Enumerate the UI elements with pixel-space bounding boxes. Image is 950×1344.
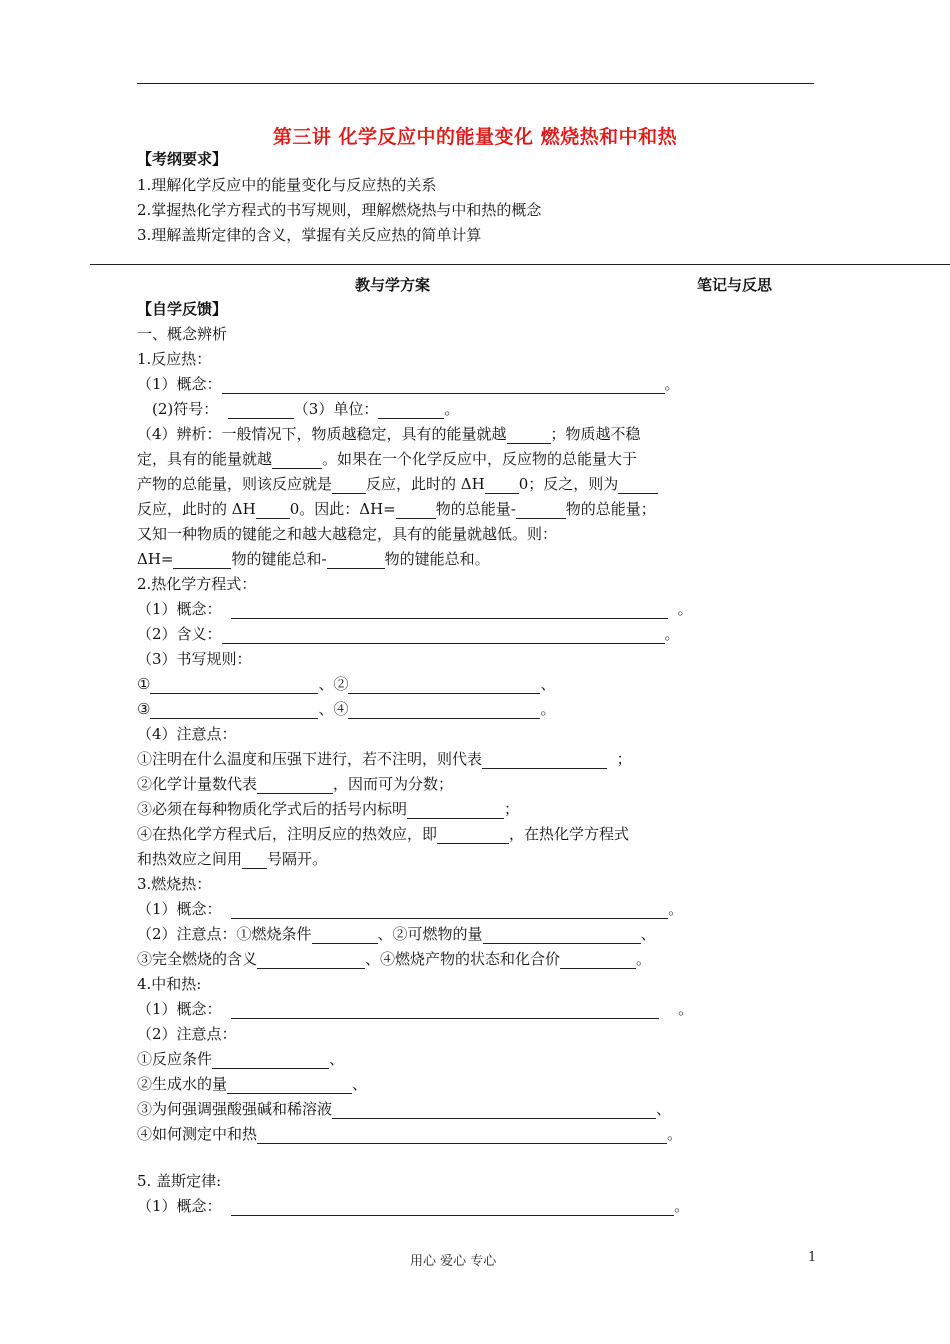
line-text: 物的键能总和。	[384, 550, 490, 568]
item-heading: 4.中和热:	[137, 975, 202, 993]
line-text: 。	[668, 900, 684, 918]
line-text: 和热效应之间用	[137, 850, 243, 868]
line-text: 。	[664, 625, 680, 643]
line-text: 。	[677, 600, 693, 618]
line-text: （1）概念：	[137, 1000, 222, 1018]
line-text: ③	[137, 700, 151, 718]
line-text: ①反应条件	[137, 1050, 213, 1068]
line-text: 反应，此时的 ΔH	[366, 475, 485, 493]
answer-blank[interactable]	[222, 378, 665, 394]
page-number: 1	[808, 1250, 817, 1265]
line-text: 、②可燃物的量	[377, 925, 483, 943]
answer-blank[interactable]	[332, 478, 366, 494]
answer-blank[interactable]	[437, 828, 509, 844]
line-text: 。	[444, 400, 460, 418]
line-text: 。	[540, 700, 556, 718]
line-text: 号隔开。	[267, 850, 328, 868]
line-text: （2）注意点：①燃烧条件	[137, 925, 312, 943]
line-text: ③完全燃烧的含义	[137, 950, 258, 968]
line-text: （1）概念：	[137, 900, 222, 918]
line-text: 物的键能总和-	[231, 550, 327, 568]
line-text: 。	[636, 950, 652, 968]
answer-blank[interactable]	[231, 1003, 659, 1019]
line-text: ②化学计量数代表	[137, 775, 258, 793]
answer-blank[interactable]	[150, 678, 318, 694]
answer-blank[interactable]	[272, 453, 322, 469]
fill-line	[137, 1049, 344, 1069]
fill-line	[137, 674, 555, 694]
syllabus-heading: 【考纲要求】	[137, 150, 228, 168]
text-line: （2）注意点：	[137, 1025, 237, 1043]
line-text: 、②	[318, 675, 349, 693]
answer-blank[interactable]	[257, 778, 333, 794]
answer-blank[interactable]	[618, 478, 658, 494]
line-text: （1）概念：	[137, 375, 222, 393]
section-heading: 【自学反馈】	[137, 300, 228, 318]
line-text: ；	[504, 800, 520, 818]
line-text: 。	[678, 1000, 694, 1018]
answer-blank[interactable]	[407, 803, 504, 819]
fill-line	[137, 749, 632, 769]
answer-blank[interactable]	[482, 753, 607, 769]
top-rule	[137, 83, 814, 84]
fill-line	[137, 699, 555, 719]
fill-line	[137, 924, 656, 944]
fill-line	[137, 799, 519, 819]
answer-blank[interactable]	[173, 553, 231, 569]
fill-line	[137, 774, 453, 794]
fill-line	[137, 849, 327, 869]
fill-line	[137, 1074, 367, 1094]
answer-blank[interactable]	[312, 928, 378, 944]
line-text: 、④燃烧产物的状态和化合价	[365, 950, 561, 968]
answer-blank[interactable]	[231, 603, 668, 619]
fill-line	[137, 474, 658, 494]
section-subheading: 一、概念辨析	[137, 325, 228, 343]
fill-line	[137, 949, 651, 969]
answer-blank[interactable]	[560, 953, 636, 969]
line-text: ΔH=	[137, 550, 174, 568]
fill-line	[137, 624, 680, 644]
line-text: （3）单位：	[293, 400, 379, 418]
line-text: 产物的总能量，则该反应就是	[137, 475, 333, 493]
answer-blank[interactable]	[231, 1200, 674, 1216]
line-text: 物的总能量；	[565, 500, 656, 518]
footer-motto: 用心 爱心 专心	[410, 1254, 497, 1269]
answer-blank[interactable]	[396, 503, 436, 519]
answer-blank[interactable]	[222, 628, 665, 644]
fill-line	[137, 424, 641, 444]
answer-blank[interactable]	[348, 703, 540, 719]
line-text: ④如何测定中和热	[137, 1125, 258, 1143]
answer-blank[interactable]	[212, 1053, 329, 1069]
answer-blank[interactable]	[483, 928, 641, 944]
line-text: 、④	[318, 700, 349, 718]
line-text: 定，具有的能量就越	[137, 450, 273, 468]
fill-line	[137, 499, 656, 519]
answer-blank[interactable]	[256, 503, 290, 519]
answer-blank[interactable]	[257, 1128, 667, 1144]
fill-line	[137, 999, 693, 1019]
line-text: 。	[664, 375, 680, 393]
line-text: 、	[656, 1100, 672, 1118]
line-text: 、	[352, 1075, 368, 1093]
answer-blank[interactable]	[231, 903, 668, 919]
answer-blank[interactable]	[242, 853, 267, 869]
fill-line	[137, 549, 490, 569]
line-text: 。如果在一个化学反应中，反应物的总能量大于	[322, 450, 638, 468]
answer-blank[interactable]	[507, 428, 551, 444]
section-divider	[90, 264, 950, 265]
item-heading: 3.燃烧热：	[137, 875, 212, 893]
fill-line	[137, 1099, 671, 1119]
line-text: ②生成水的量	[137, 1075, 228, 1093]
fill-line	[137, 824, 629, 844]
line-text: （4）辨析：一般情况下，物质越稳定，具有的能量就越	[137, 425, 507, 443]
fill-line	[137, 899, 683, 919]
syllabus-item: 2.掌握热化学方程式的书写规则，理解燃烧热与中和热的概念	[137, 201, 542, 219]
page-title: 第三讲 化学反应中的能量变化 燃烧热和中和热	[272, 126, 678, 148]
column-header-right: 笔记与反思	[697, 276, 773, 294]
answer-blank[interactable]	[257, 953, 365, 969]
fill-line	[137, 374, 680, 394]
line-text: 0。因此：ΔH=	[289, 500, 396, 518]
line-text: ①注明在什么温度和压强下进行，若不注明，则代表	[137, 750, 483, 768]
syllabus-item: 3.理解盖斯定律的含义，掌握有关反应热的简单计算	[137, 226, 482, 244]
fill-line	[152, 399, 459, 419]
line-text: （2）含义：	[137, 625, 222, 643]
line-text: （1）概念：	[137, 1197, 222, 1215]
line-text: 0；反之，则为	[518, 475, 619, 493]
line-text: 反应，此时的 ΔH	[137, 500, 256, 518]
answer-blank[interactable]	[228, 403, 294, 419]
line-text: ①	[137, 675, 151, 693]
line-text: ③必须在每种物质化学式后的括号内标明	[137, 800, 408, 818]
fill-line	[137, 599, 693, 619]
fill-line	[137, 1124, 682, 1144]
column-header-left: 教与学方案	[355, 276, 431, 294]
line-text: ，因而可为分数；	[333, 775, 454, 793]
line-text: （1）概念：	[137, 600, 222, 618]
text-line: （4）注意点：	[137, 725, 237, 743]
item-heading: 5. 盖斯定律:	[137, 1172, 222, 1190]
text-line: （3）书写规则：	[137, 650, 252, 668]
fill-line	[137, 1196, 689, 1216]
line-text: 物的总能量-	[435, 500, 516, 518]
line-text: 。	[674, 1197, 690, 1215]
line-text: ③为何强调强酸强碱和稀溶液	[137, 1100, 333, 1118]
answer-blank[interactable]	[150, 703, 318, 719]
answer-blank[interactable]	[227, 1078, 352, 1094]
item-heading: 1.反应热：	[137, 350, 212, 368]
line-text: 。	[667, 1125, 683, 1143]
line-text: 、	[540, 675, 556, 693]
line-text: ，在热化学方程式	[509, 825, 630, 843]
line-text: 、	[329, 1050, 345, 1068]
line-text: 、	[640, 925, 656, 943]
answer-blank[interactable]	[327, 553, 385, 569]
line-text: (2)符号：	[152, 400, 219, 418]
answer-blank[interactable]	[348, 678, 540, 694]
answer-blank[interactable]	[516, 503, 566, 519]
answer-blank[interactable]	[485, 478, 519, 494]
syllabus-item: 1.理解化学反应中的能量变化与反应热的关系	[137, 176, 437, 194]
line-text: ；	[616, 750, 632, 768]
line-text: ④在热化学方程式后，注明反应的热效应，即	[137, 825, 438, 843]
line-text: ；物质越不稳	[550, 425, 641, 443]
text-line: 又知一种物质的键能之和越大越稳定，具有的能量就越低。则：	[137, 525, 558, 543]
item-heading: 2.热化学方程式：	[137, 575, 257, 593]
answer-blank[interactable]	[332, 1103, 656, 1119]
answer-blank[interactable]	[378, 403, 444, 419]
fill-line	[137, 449, 637, 469]
